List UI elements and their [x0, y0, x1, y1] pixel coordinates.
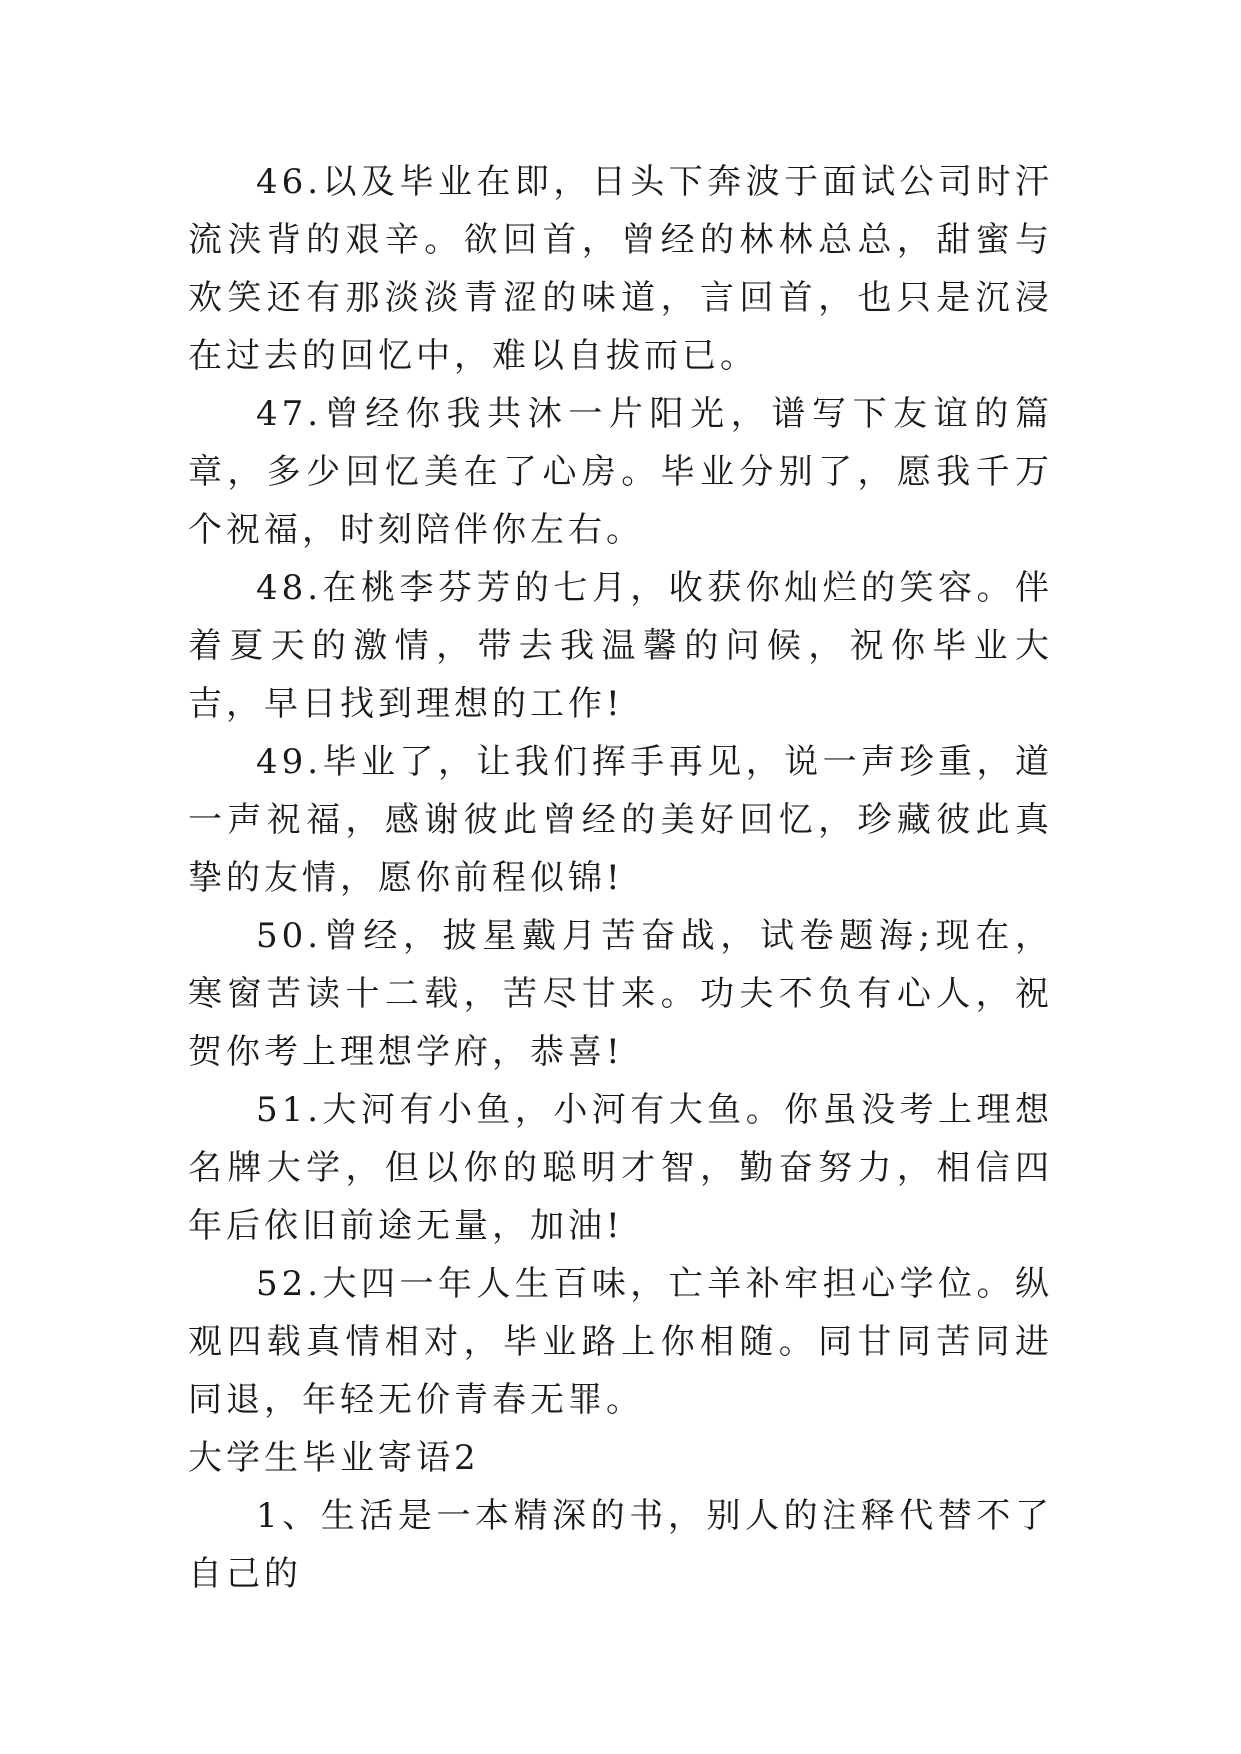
paragraph-52: 52.大四一年人生百味，亡羊补牢担心学位。纵观四载真情相对，毕业路上你相随。同甘同苦同进同退，年轻无价青春无罪。	[188, 1264, 1053, 1420]
paragraph-51: 51.大河有小鱼，小河有大鱼。你虽没考上理想名牌大学，但以你的聪明才智，勤奋努力，相信四年后依旧前途无量，加油!	[188, 1090, 1053, 1246]
section-heading: 大学生毕业寄语2	[188, 1438, 480, 1478]
paragraph-47: 47.曾经你我共沐一片阳光，谱写下友谊的篇章，多少回忆美在了心房。毕业分别了，愿我千万个祝福，时刻陪伴你左右。	[188, 394, 1053, 550]
paragraph-48: 48.在桃李芬芳的七月，收获你灿烂的笑容。伴着夏天的激情，带去我温馨的问候，祝你毕业大吉，早日找到理想的工作!	[188, 568, 1053, 724]
document-body	[188, 153, 1053, 1603]
paragraph-1: 1、生活是一本精深的书，别人的注释代替不了自己的	[188, 1496, 1053, 1594]
paragraph-46: 46.以及毕业在即，日头下奔波于面试公司时汗流浃背的艰辛。欲回首，曾经的林林总总，甜蜜与欢笑还有那淡淡青涩的味道，言回首，也只是沉浸在过去的回忆中，难以自拔而已。	[188, 162, 1053, 376]
paragraph-49: 49.毕业了，让我们挥手再见，说一声珍重，道一声祝福，感谢彼此曾经的美好回忆，珍藏彼此真挚的友情，愿你前程似锦!	[188, 742, 1053, 898]
paragraph-50: 50.曾经，披星戴月苦奋战，试卷题海;现在，寒窗苦读十二载，苦尽甘来。功夫不负有心人，祝贺你考上理想学府，恭喜!	[188, 916, 1053, 1072]
